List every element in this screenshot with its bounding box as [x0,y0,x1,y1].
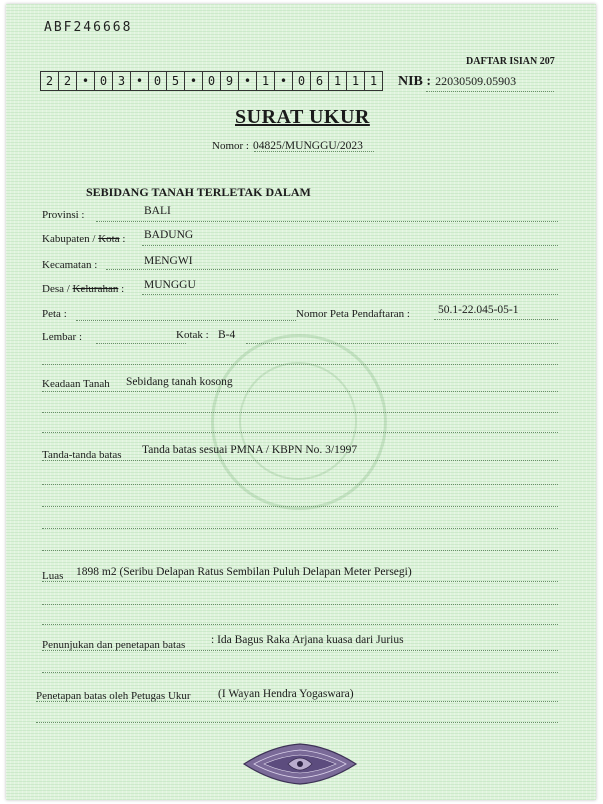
code-box: 0 [149,72,167,90]
code-box: 5 [167,72,185,90]
nomor-label: Nomor : [212,140,249,152]
code-box: 0 [203,72,221,90]
code-box: • [185,72,203,90]
section-heading: SEBIDANG TANAH TERLETAK DALAM [86,185,311,199]
desa-value: MUNGGU [144,279,196,291]
tanda-batas-label: Tanda-tanda batas [42,449,122,461]
kecamatan-value: MENGWI [144,255,193,267]
code-box: • [77,72,95,90]
code-box: 2 [59,72,77,90]
code-box: 2 [41,72,59,90]
luas-value: 1898 m2 (Seribu Delapan Ratus Sembilan Puluh Delapan Meter Persegi) [76,566,412,578]
serial-number: ABF246668 [44,20,133,35]
penunjukan-value: : Ida Bagus Raka Arjana kuasa dari Jurius [211,634,404,646]
code-box: 6 [311,72,329,90]
peta-label: Peta : [42,308,67,320]
nib-value: 22030509.05903 [435,74,517,88]
lembar-label: Lembar : [42,331,83,343]
provinsi-value: BALI [144,205,171,217]
penunjukan-label: Penunjukan dan penetapan batas [42,639,186,651]
code-box: 1 [257,72,275,90]
kabupaten-value: BADUNG [144,229,194,241]
code-box: 1 [347,72,365,90]
page-title: SURAT UKUR [235,106,370,128]
security-emblem-icon [242,742,358,786]
code-box: 0 [293,72,311,90]
nib-label: NIB : [398,74,432,89]
luas-label: Luas [42,570,64,582]
code-box: 3 [113,72,131,90]
land-certificate-page [6,4,596,800]
keadaan-label: Keadaan Tanah [42,378,110,390]
code-box: 1 [369,74,378,88]
kotak-label: Kotak : [176,329,209,341]
nib-block [398,72,516,90]
kabupaten-label: Kabupaten / Kota : [42,233,126,245]
kecamatan-label: Kecamatan : [42,259,98,271]
code-box: 0 [95,72,113,90]
nomor-value: 04825/MUNGGU/2023 [252,140,363,152]
code-box: 9 [221,72,239,90]
desa-label: Desa / Kelurahan : [42,283,125,295]
penetapan-label: Penetapan batas oleh Petugas Ukur [36,690,191,702]
code-box: • [275,72,293,90]
code-boxes [40,71,383,91]
code-box: • [131,72,149,90]
code-box: • [239,72,257,90]
provinsi-label: Provinsi : [42,209,85,221]
tanda-batas-value: Tanda batas sesuai PMNA / KBPN No. 3/1997 [142,444,358,456]
nomor-peta-value: 50.1-22.045-05-1 [438,304,519,316]
nomor-peta-label: Nomor Peta Pendaftaran : [296,308,410,320]
kotak-value: B-4 [218,329,236,341]
code-box: 1 [329,72,347,90]
keadaan-value: Sebidang tanah kosong [126,376,233,388]
penetapan-value: (I Wayan Hendra Yogaswara) [218,688,354,700]
form-code: DAFTAR ISIAN 207 [466,56,555,67]
